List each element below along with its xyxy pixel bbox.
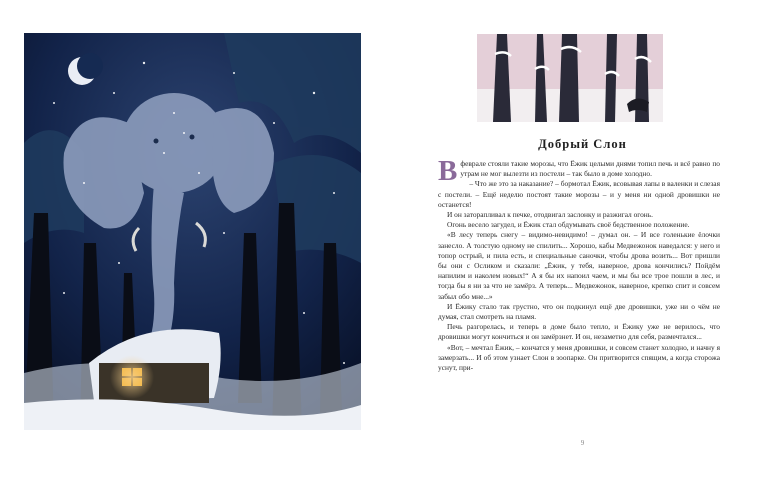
paragraph: – Что же это за наказание? – бормотал Ёжик, всовывая лапы в валенки и слезая с постели. – Ещё неделю постоят такие морозы – и у меня ни одной дровишки не останется! xyxy=(438,179,720,209)
illustration-canvas xyxy=(24,33,361,430)
night-elephant-illustration xyxy=(24,33,361,430)
drop-cap: В xyxy=(438,155,458,187)
paragraph: И Ёжику стало так грустно, что он подкинул ещё две дровишки, уже ни о чём не думая, стал смотреть на пламя. xyxy=(438,301,720,322)
chapter-body xyxy=(438,155,720,373)
paragraph: Печь разгорелась, и теперь в доме было тепло, и Ёжику уже не верилось, что дровишки могут кончиться и он замёрзнет. И он, незаметно для себя, размечтался... xyxy=(438,322,720,342)
paragraph: «Вот, – мечтал Ёжик, – кончатся у меня дровишки, и совсем станет холодно, и начну я замерзать... И об этом узнает Слон в зоопарке. Он притворится спящим, а когда сторожа уснут, при- xyxy=(438,342,720,373)
paragraph: Огонь весело загудел, и Ёжик стал обдумывать своё бедственное положение. xyxy=(447,220,690,230)
paragraph: И он заторапливал к печке, отодвигал заслонку и разжигал огонь. xyxy=(447,210,653,220)
paragraph: Вфеврале стояли такие морозы, что Ёжик целыми днями топил печь и всё равно по утрам не мог вылезти из постели – так было в доме холодно. xyxy=(438,155,720,187)
paragraph: «В лесу теперь снегу – видимо-невидимо! – думал он. – И все голенькие ёлочки занесло. А толстую одному не спилить... Хорошо, кабы Медвежонок наведался: у него и топор острый, и пила есть, и специальные саночки, чтобы дрова возить... Вот пришли бы они с Осликом и сказали: „Ёжик, у тебя, наверное, дрова кончились? Пойдём напилим и наколем новых!“ А я бы их напоил чаем, и мы бы все трое пошли в лес, и тогда бы я ни за что не замёрз. А теперь... Медвежонок, наверное, крепко спит и совсем забыл обо мне...» xyxy=(438,230,720,301)
page-number: 9 xyxy=(580,439,585,447)
text-page xyxy=(395,0,770,486)
winter-forest-vignette xyxy=(477,34,663,122)
chapter-title: Добрый Слон xyxy=(538,137,627,151)
